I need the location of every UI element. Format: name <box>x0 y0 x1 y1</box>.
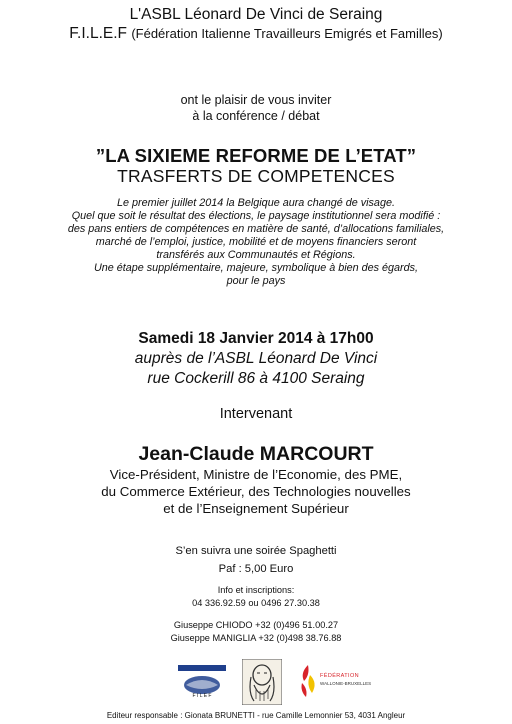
organizer-full-name: (Fédération Italienne Travailleurs Emigrés et Familles) <box>131 26 443 41</box>
contact-chiodo: Giuseppe CHIODO +32 (0)496 51.00.27 <box>173 620 339 630</box>
speaker-name: Jean-Claude MARCOURT <box>138 443 374 465</box>
intro-line-1: Le premier juillet 2014 la Belgique aura changé de visage. <box>117 197 395 209</box>
speaker-role-line-2: du Commerce Extérieur, des Technologies nouvelles <box>101 484 411 499</box>
event-date: Samedi 18 Janvier 2014 à 17h00 <box>138 330 374 347</box>
intro-line-3: des pans entiers de compétences en matière de santé, d’allocations familiales, <box>67 223 445 235</box>
conference-title: ”LA SIXIEME REFORME DE L’ETAT” <box>95 145 417 166</box>
filef-logo <box>176 663 228 701</box>
venue-line-1: auprès de l’ASBL Léonard De Vinci <box>134 350 378 367</box>
conference-subtitle: TRASFERTS DE COMPETENCES <box>117 166 395 186</box>
editor-responsible: Editeur responsable : Gionata BRUNETTI - rue Camille Lemonnier 53, 4031 Angleur <box>106 711 406 720</box>
paf-text: Paf : 5,00 Euro <box>218 563 294 575</box>
organizer-acronym: F.I.L.E.F <box>69 25 127 42</box>
federation-logo-line-2: WALLONIE-BRUXELLES <box>320 681 372 686</box>
invitation-line-1: ont le plaisir de vous inviter <box>180 93 332 107</box>
info-heading: Info et inscriptions: <box>217 585 295 595</box>
filef-logo-text: F I L E F <box>192 693 212 699</box>
info-phones: 04 336.92.59 ou 0496 27.30.38 <box>192 598 320 608</box>
federation-wallonie-bruxelles-logo <box>298 663 378 703</box>
leonardo-portrait-logo <box>242 659 282 705</box>
speaker-role-line-3: et de l’Enseignement Supérieur <box>163 501 349 516</box>
speaker-label: Intervenant <box>219 406 293 422</box>
invitation-line-2: à la conférence / débat <box>192 109 320 123</box>
intro-line-6: Une étape supplémentaire, majeure, symbolique à bien des égards, <box>93 262 419 274</box>
venue-line-2: rue Cockerill 86 à 4100 Seraing <box>147 370 365 387</box>
intro-line-7: pour le pays <box>226 275 286 287</box>
organizer-line-1: L'ASBL Léonard De Vinci de Seraing <box>129 6 383 23</box>
speaker-role-line-1: Vice-Président, Ministre de l’Economie, des PME, <box>109 467 403 482</box>
intro-line-5: transférés aux Communautés et Régions. <box>156 249 356 261</box>
organizer-line-2 <box>0 25 512 43</box>
intro-line-4: marché de l’emploi, justice, mobilité et de moyens financiers seront <box>95 236 417 248</box>
federation-logo-line-1: FÉDÉRATION <box>320 673 360 679</box>
soiree-text: S’en suivra une soirée Spaghetti <box>175 545 337 557</box>
contact-maniglia: Giuseppe MANIGLIA +32 (0)498 38.76.88 <box>170 633 342 643</box>
intro-line-2: Quel que soit le résultat des élections, le paysage institutionnel sera modifié : <box>71 210 441 222</box>
